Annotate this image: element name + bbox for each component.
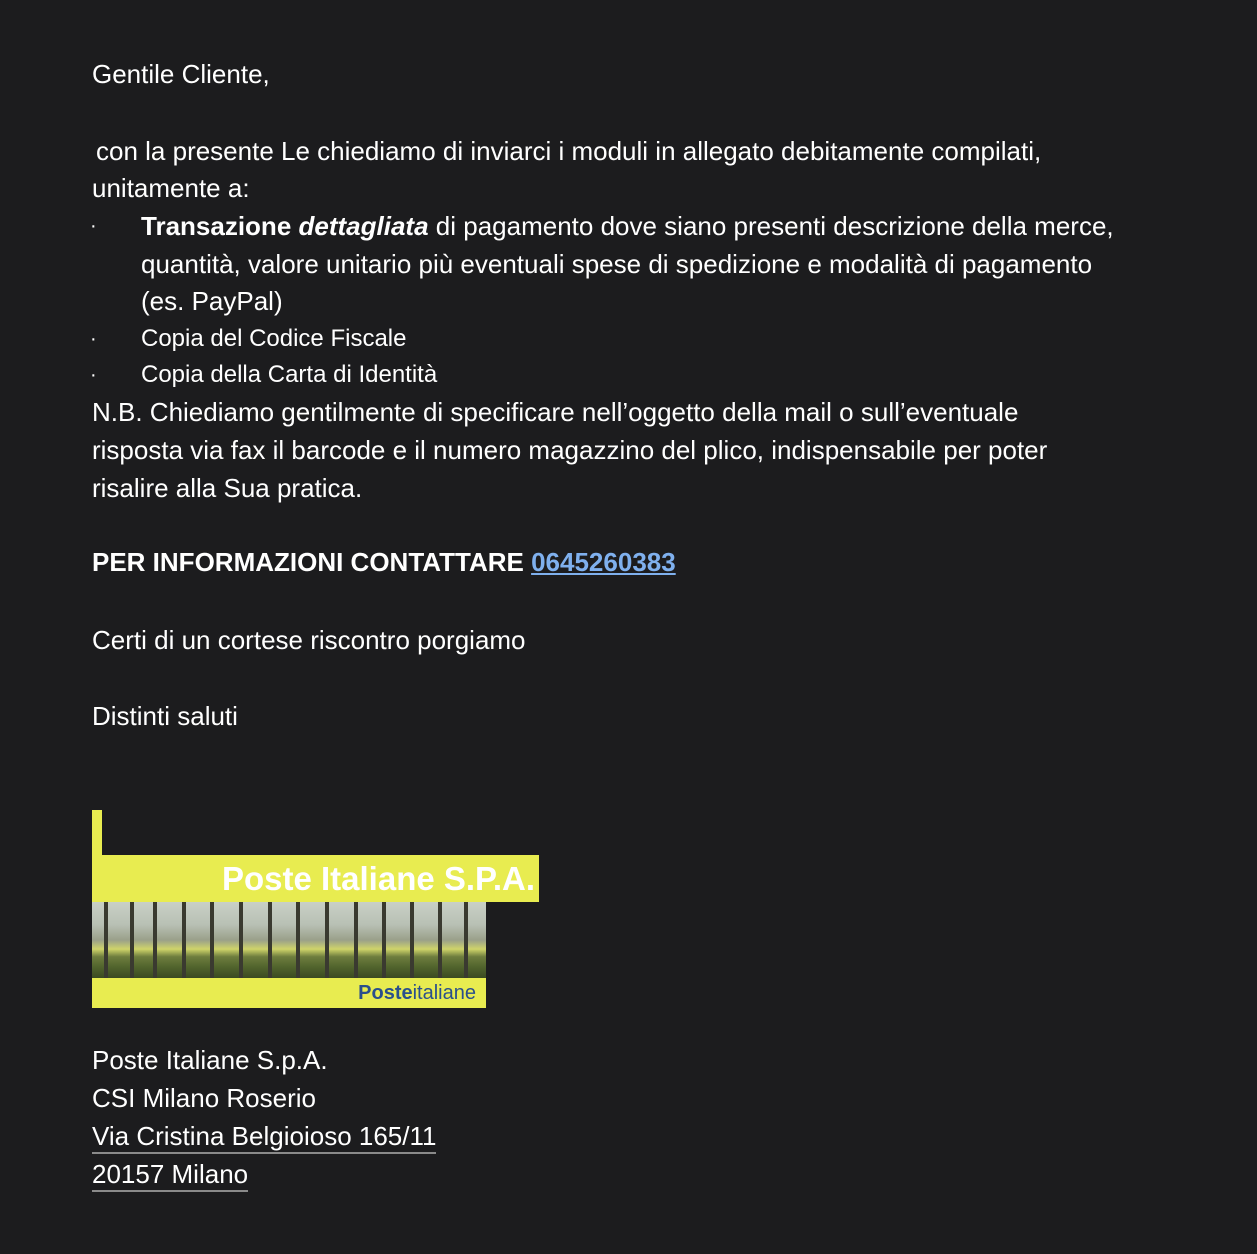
logo-landscape-photo <box>92 902 486 978</box>
bullet-bold-italic-text: dettagliata <box>298 211 429 241</box>
bullet-item-codice-fiscale: Copia del Codice Fiscale <box>141 325 407 352</box>
nb-note-line: N.B. Chiediamo gentilmente di specificare nell’oggetto della mail o sull’eventuale <box>92 397 1019 427</box>
poste-italiane-logo-banner <box>92 810 540 1010</box>
bullet-bold-text: Transazione <box>141 211 292 241</box>
address-city-link[interactable]: 20157 Milano <box>92 1159 248 1192</box>
signature-city <box>92 1155 248 1193</box>
bullet-marker: · <box>90 328 97 350</box>
signature-company: Poste Italiane S.p.A. <box>92 1045 328 1075</box>
logo-accent-bar <box>92 810 102 858</box>
bullet-item-carta-identita: Copia della Carta di Identità <box>141 361 438 388</box>
contact-line <box>92 543 676 581</box>
closing-salutation: Distinti saluti <box>92 701 238 731</box>
intro-line: con la presente Le chiediamo di inviarci i moduli in allegato debitamente compilati, <box>96 136 1042 166</box>
bullet-marker: · <box>90 364 97 386</box>
intro-line: unitamente a: <box>92 173 250 203</box>
logo-title-band <box>92 855 539 902</box>
poste-italiane-wordmark: Posteitaliane <box>358 982 476 1004</box>
bullet-marker: · <box>90 215 97 237</box>
contact-label: PER INFORMAZIONI CONTATTARE <box>92 547 524 577</box>
phone-link[interactable]: 0645260383 <box>531 547 676 577</box>
bullet-text-continued: (es. PayPal) <box>141 286 283 316</box>
closing-line: Certi di un cortese riscontro porgiamo <box>92 625 526 655</box>
signature-street <box>92 1117 436 1155</box>
logo-footer-band <box>92 978 486 1008</box>
greeting: Gentile Cliente, <box>92 59 270 89</box>
bullet-item-transaction <box>141 207 1114 245</box>
address-street-link[interactable]: Via Cristina Belgioioso 165/11 <box>92 1121 436 1154</box>
nb-note-line: risposta via fax il barcode e il numero magazzino del plico, indispensabile per poter <box>92 435 1048 465</box>
bullet-text: di pagamento dove siano presenti descrizione della merce, <box>435 211 1114 241</box>
logo-title: Poste Italiane S.P.A. <box>221 860 535 897</box>
nb-note-line: risalire alla Sua pratica. <box>92 473 363 503</box>
signature-office: CSI Milano Roserio <box>92 1083 316 1113</box>
bullet-text-continued: quantità, valore unitario più eventuali spese di spedizione e modalità di pagamento <box>141 249 1093 279</box>
